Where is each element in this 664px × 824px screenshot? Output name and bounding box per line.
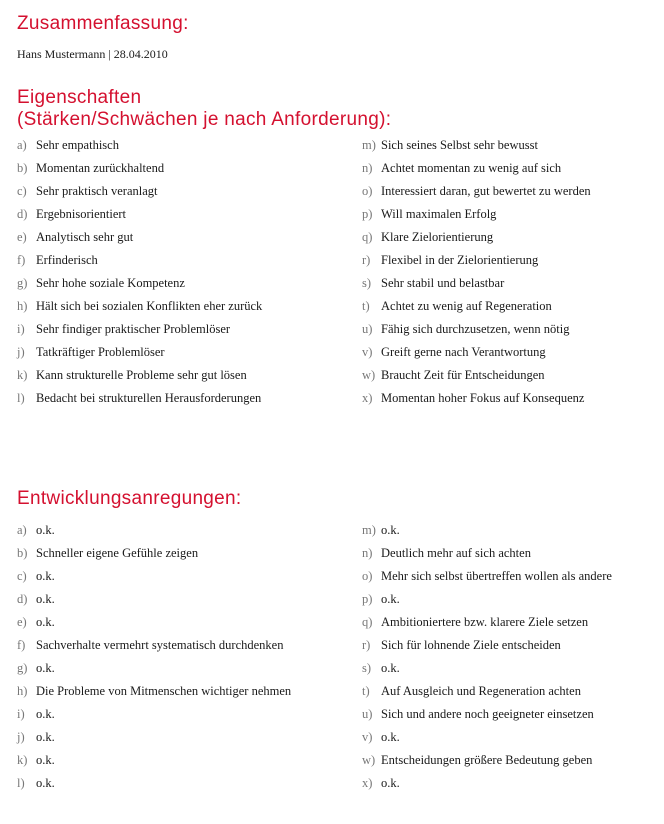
properties-list-item: [17, 134, 262, 157]
list-item-letter: a): [17, 138, 27, 152]
properties-heading-line1: Eigenschaften: [17, 87, 142, 108]
list-item-letter: l): [17, 391, 25, 405]
list-item-letter: f): [17, 253, 26, 267]
list-item-text: Sehr praktisch veranlagt: [36, 184, 158, 198]
list-item-letter: i): [17, 322, 25, 336]
list-item-letter: e): [17, 615, 27, 629]
development-list-item: [362, 519, 612, 542]
list-item-text: Sachverhalte vermehrt systematisch durchdenken: [36, 638, 284, 652]
properties-list-item: [17, 180, 262, 203]
list-item-letter: k): [17, 753, 28, 767]
list-item-letter: g): [17, 661, 28, 675]
list-item-letter: f): [17, 638, 26, 652]
development-list-item: [17, 749, 291, 772]
list-item-text: Die Probleme von Mitmenschen wichtiger nehmen: [36, 684, 292, 698]
list-item-letter: u): [362, 322, 373, 336]
development-list-item: [17, 542, 291, 565]
list-item-text: Klare Zielorientierung: [381, 230, 494, 244]
list-item-text: Sehr findiger praktischer Problemlöser: [36, 322, 231, 336]
list-item-letter: h): [17, 299, 28, 313]
list-item-letter: c): [17, 184, 27, 198]
properties-list-item: [362, 387, 591, 410]
list-item-text: o.k.: [36, 730, 55, 744]
development-list-item: [17, 611, 291, 634]
list-item-text: Sehr hohe soziale Kompetenz: [36, 276, 185, 290]
list-item-text: Ambitioniertere bzw. klarere Ziele setzen: [381, 615, 589, 629]
list-item-letter: c): [17, 569, 27, 583]
development-list-item: [17, 565, 291, 588]
list-item-letter: r): [362, 638, 371, 652]
properties-list-item: [362, 226, 591, 249]
list-item-letter: x): [362, 391, 373, 405]
list-item-letter: j): [17, 345, 25, 359]
list-item-text: Tatkräftiger Problemlöser: [36, 345, 165, 359]
properties-list-item: [362, 157, 591, 180]
list-item-letter: o): [362, 184, 373, 198]
properties-heading: [17, 87, 391, 131]
list-item-text: o.k.: [36, 753, 55, 767]
development-list-item: [362, 542, 612, 565]
properties-list-item: [362, 180, 591, 203]
development-list-item: [362, 726, 612, 749]
properties-list-item: [362, 295, 591, 318]
properties-list-item: [362, 364, 591, 387]
list-item-text: Braucht Zeit für Entscheidungen: [381, 368, 545, 382]
list-item-text: Entscheidungen größere Bedeutung geben: [381, 753, 593, 767]
list-item-letter: e): [17, 230, 27, 244]
list-item-letter: q): [362, 230, 373, 244]
properties-list-item: [362, 272, 591, 295]
list-item-letter: v): [362, 730, 373, 744]
list-item-letter: m): [362, 523, 376, 537]
list-item-letter: j): [17, 730, 25, 744]
list-item-letter: l): [17, 776, 25, 790]
list-item-text: o.k.: [381, 523, 400, 537]
list-item-text: Hält sich bei sozialen Konflikten eher zurück: [36, 299, 263, 313]
development-list-item: [17, 634, 291, 657]
properties-list-item: [362, 203, 591, 226]
development-list-item: [362, 703, 612, 726]
development-list-item: [17, 680, 291, 703]
list-item-text: Flexibel in der Zielorientierung: [381, 253, 539, 267]
list-item-text: o.k.: [381, 776, 400, 790]
properties-list-item: [17, 249, 262, 272]
list-item-letter: w): [362, 753, 376, 767]
list-item-letter: t): [362, 299, 370, 313]
development-list-item: [362, 611, 612, 634]
list-item-text: Greift gerne nach Verantwortung: [381, 345, 546, 359]
list-item-letter: s): [362, 276, 372, 290]
list-item-text: Momentan hoher Fokus auf Konsequenz: [381, 391, 585, 405]
list-item-text: o.k.: [36, 776, 55, 790]
properties-list-item: [17, 272, 262, 295]
development-list-item: [17, 588, 291, 611]
list-item-letter: d): [17, 592, 28, 606]
list-item-text: Mehr sich selbst übertreffen wollen als andere: [381, 569, 612, 583]
list-item-text: Sich für lohnende Ziele entscheiden: [381, 638, 561, 652]
properties-list-item: [362, 134, 591, 157]
properties-list-item: [362, 341, 591, 364]
list-item-text: o.k.: [381, 592, 400, 606]
list-item-text: o.k.: [381, 661, 400, 675]
list-item-letter: x): [362, 776, 373, 790]
list-item-letter: s): [362, 661, 372, 675]
properties-list-item: [17, 226, 262, 249]
list-item-letter: n): [362, 546, 373, 560]
list-item-letter: g): [17, 276, 28, 290]
list-item-text: Sich und andere noch geeigneter einsetzen: [381, 707, 594, 721]
list-item-letter: w): [362, 368, 376, 382]
properties-list-item: [17, 341, 262, 364]
list-item-text: Bedacht bei strukturellen Herausforderungen: [36, 391, 262, 405]
list-item-letter: v): [362, 345, 373, 359]
list-item-letter: d): [17, 207, 28, 221]
list-item-letter: m): [362, 138, 376, 152]
list-item-text: o.k.: [381, 730, 400, 744]
properties-list-item: [17, 318, 262, 341]
properties-list-item: [362, 249, 591, 272]
list-item-text: Analytisch sehr gut: [36, 230, 134, 244]
list-item-text: o.k.: [36, 592, 55, 606]
properties-list-left: [17, 134, 262, 410]
development-list-right: [362, 519, 612, 795]
development-list-item: [362, 588, 612, 611]
list-item-letter: o): [362, 569, 373, 583]
properties-list-item: [17, 203, 262, 226]
list-item-letter: t): [362, 684, 370, 698]
list-item-text: Fähig sich durchzusetzen, wenn nötig: [381, 322, 570, 336]
list-item-text: Kann strukturelle Probleme sehr gut lösen: [36, 368, 247, 382]
list-item-text: o.k.: [36, 523, 55, 537]
list-item-text: Deutlich mehr auf sich achten: [381, 546, 531, 560]
development-list-item: [17, 657, 291, 680]
development-list-item: [17, 519, 291, 542]
list-item-text: Achtet momentan zu wenig auf sich: [381, 161, 562, 175]
development-list-item: [17, 726, 291, 749]
properties-heading-line2: (Stärken/Schwächen je nach Anforderung):: [17, 109, 392, 130]
list-item-text: Achtet zu wenig auf Regeneration: [381, 299, 552, 313]
list-item-text: o.k.: [36, 569, 55, 583]
list-item-letter: r): [362, 253, 371, 267]
list-item-letter: k): [17, 368, 28, 382]
development-list-left: [17, 519, 291, 795]
summary-heading: Zusammenfassung:: [17, 13, 189, 34]
list-item-text: o.k.: [36, 707, 55, 721]
list-item-text: Ergebnisorientiert: [36, 207, 127, 221]
development-list-item: [17, 703, 291, 726]
list-item-text: Will maximalen Erfolg: [381, 207, 497, 221]
development-list-item: [362, 565, 612, 588]
list-item-text: Auf Ausgleich und Regeneration achten: [381, 684, 581, 698]
properties-list-item: [17, 295, 262, 318]
properties-list-right: [362, 134, 591, 410]
list-item-letter: q): [362, 615, 373, 629]
development-list-item: [362, 772, 612, 795]
list-item-letter: a): [17, 523, 27, 537]
list-item-text: Interessiert daran, gut bewertet zu werden: [381, 184, 591, 198]
person-date-line: Hans Mustermann | 28.04.2010: [17, 47, 168, 61]
development-heading: Entwicklungsanregungen:: [17, 488, 242, 509]
list-item-text: Sehr stabil und belastbar: [381, 276, 505, 290]
list-item-letter: i): [17, 707, 25, 721]
list-item-text: Sehr empathisch: [36, 138, 119, 152]
development-list-item: [362, 634, 612, 657]
list-item-text: Schneller eigene Gefühle zeigen: [36, 546, 199, 560]
list-item-letter: p): [362, 592, 373, 606]
properties-list-item: [362, 318, 591, 341]
list-item-letter: b): [17, 161, 28, 175]
list-item-letter: b): [17, 546, 28, 560]
development-list-item: [362, 749, 612, 772]
list-item-letter: u): [362, 707, 373, 721]
list-item-text: Sich seines Selbst sehr bewusst: [381, 138, 538, 152]
properties-list-item: [17, 157, 262, 180]
properties-list-item: [17, 387, 262, 410]
development-list-item: [362, 680, 612, 703]
list-item-letter: h): [17, 684, 28, 698]
development-list-item: [362, 657, 612, 680]
development-list-item: [17, 772, 291, 795]
list-item-letter: n): [362, 161, 373, 175]
list-item-text: Momentan zurückhaltend: [36, 161, 165, 175]
list-item-text: Erfinderisch: [36, 253, 98, 267]
properties-list-item: [17, 364, 262, 387]
list-item-letter: p): [362, 207, 373, 221]
list-item-text: o.k.: [36, 615, 55, 629]
list-item-text: o.k.: [36, 661, 55, 675]
